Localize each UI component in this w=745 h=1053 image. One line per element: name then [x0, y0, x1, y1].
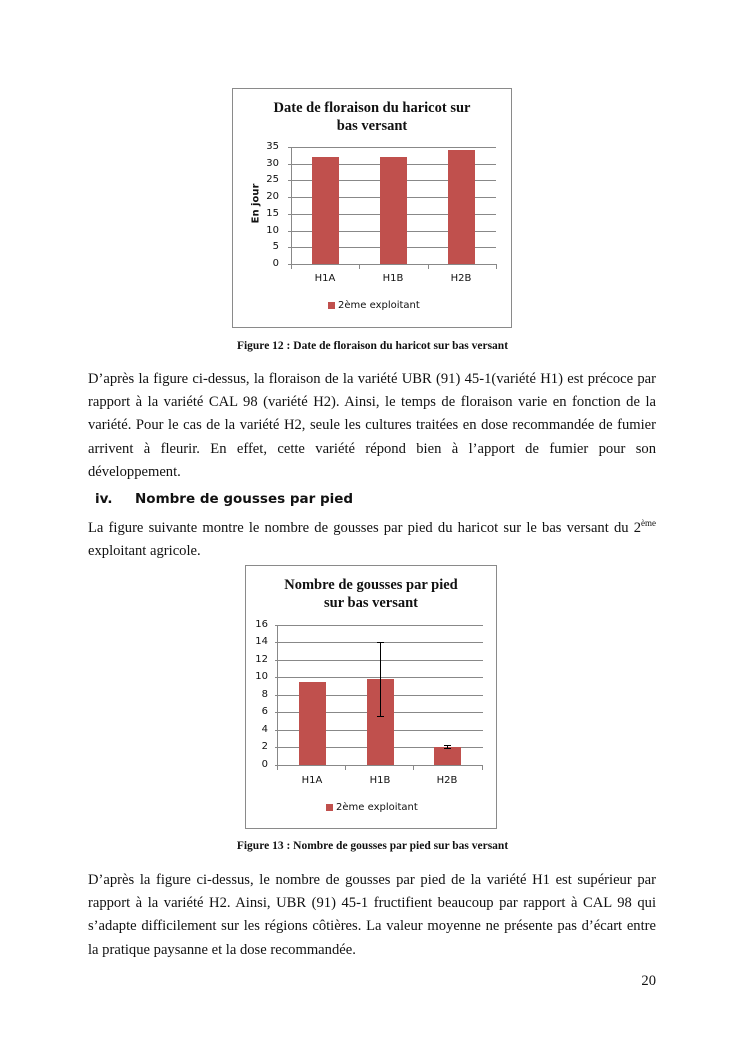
x-label: H1A: [301, 775, 323, 786]
section-title: Nombre de gousses par pied: [135, 491, 354, 507]
gridline: [275, 677, 483, 678]
y-tick: 14: [255, 636, 268, 647]
chart-title-line1: Date de floraison du haricot sur: [273, 100, 471, 116]
x-tick: [496, 264, 497, 269]
x-tick: [359, 264, 360, 269]
bar-h1a: [312, 157, 339, 264]
legend-swatch: [326, 804, 333, 811]
chart-title-line1: Nombre de gousses par pied: [284, 577, 458, 593]
bar-h1a: [299, 682, 326, 765]
section-heading: [95, 491, 353, 507]
section-number: iv.: [95, 491, 113, 507]
paragraph: D’après la figure ci-dessus, le nombre de gousses par pied de la variété H1 est supérieur par rapport à la variété H2. Ainsi, UBR (91) 45-1 fructifient beaucoup par rapport à CAL 98 qui s’adapte difficilement sur les régions côtières. La valeur moyenne ne présente pas d’écart entre la pratique paysanne et la dose recommandée.: [88, 872, 656, 958]
paragraph: D’après la figure ci-dessus, la floraison de la variété UBR (91) 45-1(variété H1) est précoce par rapport à la variété CAL 98 (variété H2). Ainsi, le temps de floraison varie en fonction de la variété. Pour le cas de la variété H2, seule les cultures traitées en dose recommandée de fumier arrivent à fleurir. En effet, cette variété répond bien à l’apport de fumier pour son développement.: [88, 371, 656, 480]
chart-title-line2: sur bas versant: [324, 595, 418, 611]
bar-h2b: [448, 150, 475, 264]
error-cap: [377, 642, 384, 643]
figure-13-caption: Figure 13 : Nombre de gousses par pied sur bas versant: [236, 840, 509, 852]
y-tick: 12: [255, 654, 268, 665]
x-tick: [291, 264, 292, 269]
superscript: ème: [641, 518, 656, 528]
bar-h1b: [380, 157, 407, 264]
y-tick: 5: [272, 241, 279, 252]
y-tick: 16: [255, 619, 268, 630]
chart-legend: [326, 802, 418, 813]
error-cap: [444, 745, 451, 746]
x-label: H2B: [436, 775, 458, 786]
y-tick: 20: [266, 191, 279, 202]
chart-title: [233, 99, 511, 135]
y-tick: 8: [261, 689, 268, 700]
figure-12-caption: Figure 12 : Date de floraison du haricot sur bas versant: [236, 340, 509, 352]
x-tick: [345, 765, 346, 770]
y-tick: 2: [261, 741, 268, 752]
y-tick: 25: [266, 174, 279, 185]
chart-title: [246, 576, 496, 612]
x-axis: [275, 765, 483, 766]
y-axis: [277, 625, 278, 766]
x-label: H1B: [382, 273, 404, 284]
y-tick: 4: [261, 724, 268, 735]
x-tick: [482, 765, 483, 770]
x-label: H1B: [369, 775, 391, 786]
chart-legend: [328, 300, 420, 311]
gridline: [288, 147, 496, 148]
x-axis: [288, 264, 496, 265]
x-label: H2B: [450, 273, 472, 284]
gridline: [275, 625, 483, 626]
x-label: H1A: [314, 273, 336, 284]
y-tick: 10: [266, 225, 279, 236]
paragraph-text: exploitant agricole.: [88, 543, 201, 560]
paragraph-text: La figure suivante montre le nombre de gousses par pied du haricot sur le bas versant du 2: [88, 519, 641, 536]
y-axis-label: En jour: [250, 183, 262, 224]
legend-swatch: [328, 302, 335, 309]
y-tick: 6: [261, 706, 268, 717]
y-tick: 15: [266, 208, 279, 219]
error-cap: [377, 716, 384, 717]
x-tick: [428, 264, 429, 269]
legend-label: 2ème exploitant: [338, 300, 420, 311]
error-bar-h1b: [380, 642, 381, 717]
error-cap: [444, 748, 451, 749]
legend-label: 2ème exploitant: [336, 802, 418, 813]
bar-h2b: [434, 747, 461, 765]
x-tick: [413, 765, 414, 770]
y-tick: 30: [266, 158, 279, 169]
y-axis: [291, 147, 292, 265]
y-tick: 35: [266, 141, 279, 152]
paragraph: [88, 512, 656, 563]
y-tick: 0: [261, 759, 268, 770]
y-tick: 0: [272, 258, 279, 269]
y-tick: 10: [255, 671, 268, 682]
chart-title-line2: bas versant: [336, 118, 408, 134]
page-number: 20: [641, 973, 656, 989]
x-tick: [277, 765, 278, 770]
gridline: [275, 660, 483, 661]
